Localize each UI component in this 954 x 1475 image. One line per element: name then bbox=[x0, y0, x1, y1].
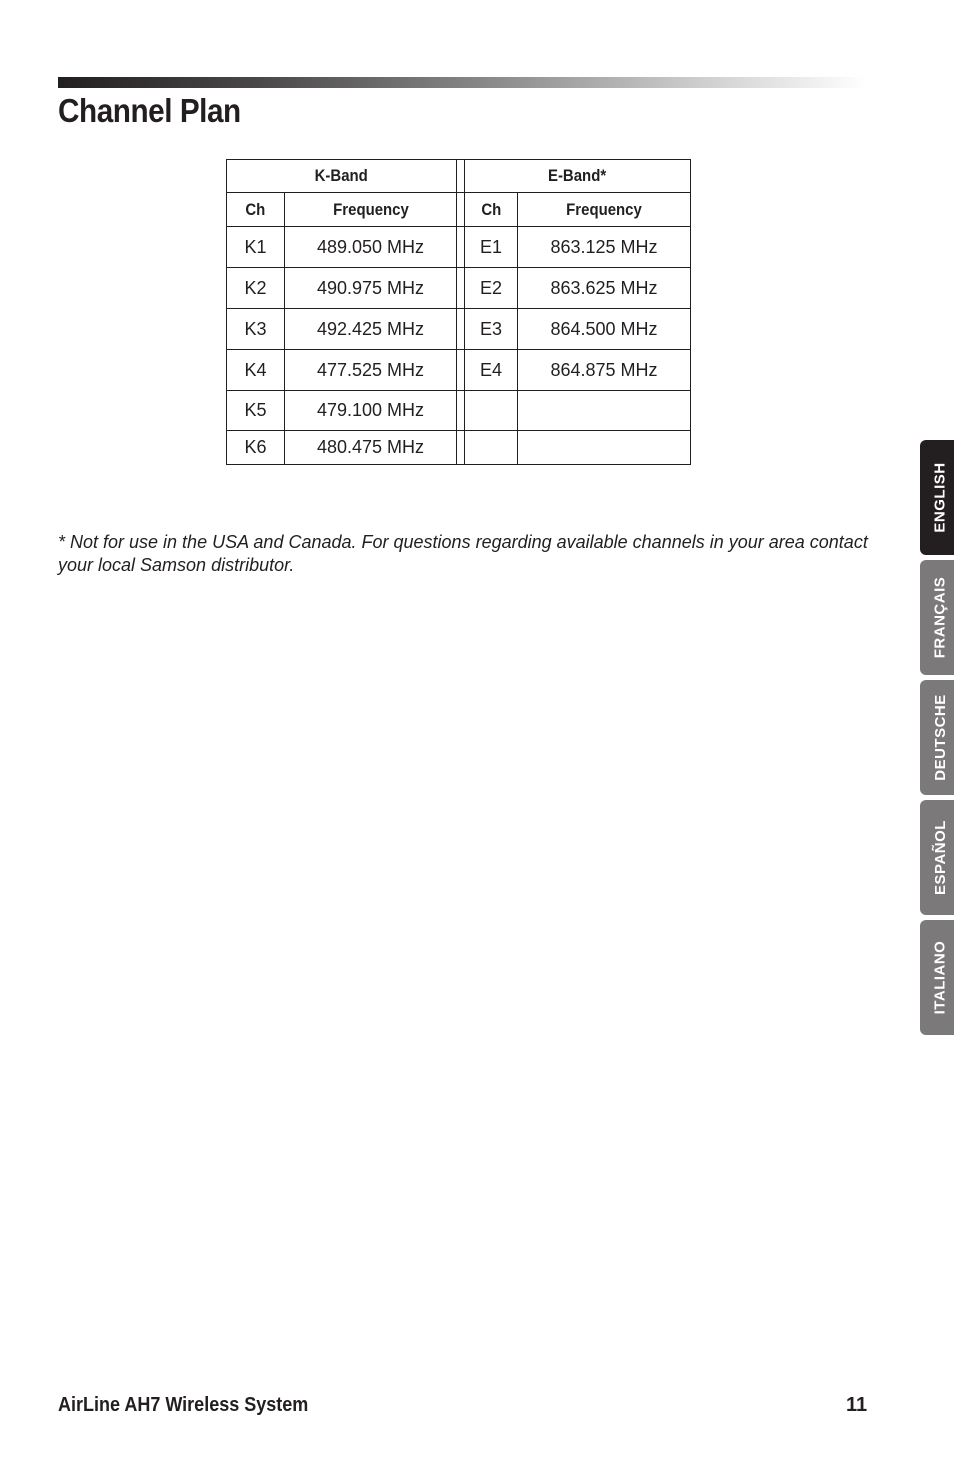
footnote: * Not for use in the USA and Canada. For questions regarding available channels in your area contact your local Samson distributor. bbox=[58, 532, 868, 575]
k-channel-cell: K2 bbox=[227, 268, 285, 309]
table-row bbox=[227, 391, 691, 431]
e-frequency-cell: 864.500 MHz bbox=[518, 309, 691, 350]
k-band-header: K-Band bbox=[227, 160, 457, 193]
e-channel-cell bbox=[465, 391, 518, 431]
e-channel-cell: E3 bbox=[465, 309, 518, 350]
tab-italiano-label: ITALIANO bbox=[931, 940, 949, 1015]
tab-francais-label: FRANÇAIS bbox=[931, 576, 949, 659]
e-frequency-cell bbox=[518, 391, 691, 431]
table-row bbox=[227, 268, 691, 309]
e-frequency-cell: 863.125 MHz bbox=[518, 227, 691, 268]
k-channel-cell: K4 bbox=[227, 350, 285, 391]
tab-deutsche[interactable] bbox=[920, 680, 954, 795]
tab-italiano[interactable] bbox=[920, 920, 954, 1035]
k-ch-header: Ch bbox=[227, 193, 285, 227]
e-frequency-header: Frequency bbox=[518, 193, 691, 227]
tab-espanol-label: ESPAÑOL bbox=[931, 820, 949, 895]
e-frequency-cell bbox=[518, 431, 691, 465]
k-frequency-cell: 490.975 MHz bbox=[285, 268, 457, 309]
e-channel-cell: E4 bbox=[465, 350, 518, 391]
k-frequency-cell: 480.475 MHz bbox=[285, 431, 457, 465]
k-frequency-cell: 489.050 MHz bbox=[285, 227, 457, 268]
e-channel-cell bbox=[465, 431, 518, 465]
channel-plan-table bbox=[226, 159, 691, 465]
column-header-row bbox=[227, 193, 691, 227]
tab-espanol[interactable] bbox=[920, 800, 954, 915]
k-channel-cell: K3 bbox=[227, 309, 285, 350]
k-channel-cell: K6 bbox=[227, 431, 285, 465]
k-frequency-header: Frequency bbox=[285, 193, 457, 227]
e-channel-cell: E1 bbox=[465, 227, 518, 268]
band-header-row bbox=[227, 160, 691, 193]
page-title: Channel Plan bbox=[58, 92, 241, 129]
k-frequency-cell: 492.425 MHz bbox=[285, 309, 457, 350]
footer-page-number: 11 bbox=[846, 1394, 868, 1416]
e-ch-header: Ch bbox=[465, 193, 518, 227]
table-row bbox=[227, 309, 691, 350]
table-row bbox=[227, 350, 691, 391]
k-channel-cell: K1 bbox=[227, 227, 285, 268]
footer-product-name: AirLine AH7 Wireless System bbox=[58, 1394, 309, 1416]
e-frequency-cell: 864.875 MHz bbox=[518, 350, 691, 391]
table-row bbox=[227, 227, 691, 268]
tab-english[interactable] bbox=[920, 440, 954, 555]
tab-deutsche-label: DEUTSCHE bbox=[931, 694, 949, 781]
tab-francais[interactable] bbox=[920, 560, 954, 675]
table-row bbox=[227, 431, 691, 465]
e-band-header: E-Band* bbox=[465, 160, 691, 193]
header-rule bbox=[58, 77, 866, 88]
k-frequency-cell: 477.525 MHz bbox=[285, 350, 457, 391]
e-frequency-cell: 863.625 MHz bbox=[518, 268, 691, 309]
k-channel-cell: K5 bbox=[227, 391, 285, 431]
k-frequency-cell: 479.100 MHz bbox=[285, 391, 457, 431]
tab-english-label: ENGLISH bbox=[931, 462, 949, 533]
e-channel-cell: E2 bbox=[465, 268, 518, 309]
